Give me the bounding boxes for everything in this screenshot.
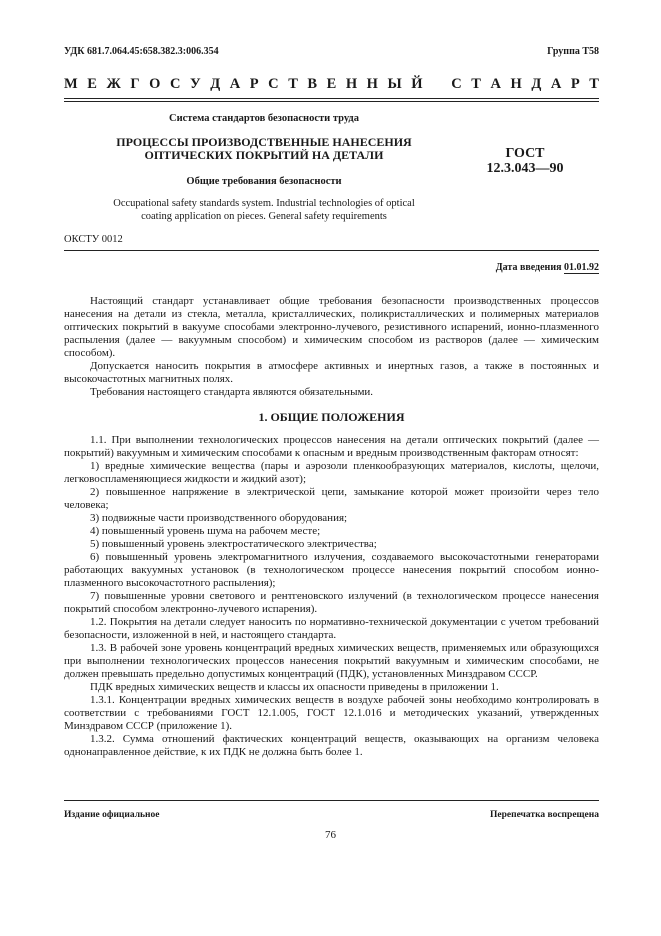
banner-letter: Е xyxy=(326,76,337,92)
banner-letter: Ы xyxy=(387,76,402,92)
banner-letter: У xyxy=(189,76,201,92)
footer-divider xyxy=(64,800,599,801)
banner-letter: О xyxy=(149,76,161,92)
section-paragraph: 6) повышенный уровень электромагнитного излучения, создаваемого высокочастотными генераторами работающих вакуумных установок (в технологическом процессе нанесения покрытий способом ионно-плазменного высокочастотного распыления); xyxy=(64,551,599,589)
banner-letter: Р xyxy=(570,76,580,92)
udk-code: УДК 681.7.064.45:658.382.3:006.354 xyxy=(64,46,219,57)
intro-paragraph: Требования настоящего стандарта являются обязательными. xyxy=(90,386,374,398)
section-paragraph: 7) повышенные уровни светового и рентгеновского излучений (в технологическом процессе нанесения покрытий способом электронно-лучевого испарения). xyxy=(64,590,599,615)
gost-number: 12.3.043—90 xyxy=(486,161,564,176)
document-subtitle: Общие требования безопасности xyxy=(186,176,342,187)
effective-date-label: Дата введения xyxy=(495,262,562,273)
banner-letter: Т xyxy=(471,76,481,92)
section-paragraph: 1.3. В рабочей зоне уровень концентраций вредных химических веществ, применяемых или образующихся при выполнении технологических процессов нанесения покрытий вакуумным и химическим способами, не должен превышать предельно допустимых концентраций (ПДК), установленных Минздравом СССР. xyxy=(64,642,599,680)
banner-letter: Н xyxy=(510,76,522,92)
section-paragraph: 1.2. Покрытия на детали следует наносить по нормативно-технической документации с учетом требований безопасности, изложенной в ней, и настоящего стандарта. xyxy=(64,616,599,641)
section-paragraph: 1.1. При выполнении технологических процессов нанесения на детали оптических покрытий (далее — покрытий) вакуумным и химическим способами к опасным и вредным производственным факторам относят: xyxy=(64,434,599,459)
header-divider-top xyxy=(64,98,599,99)
section-heading: 1. ОБЩИЕ ПОЛОЖЕНИЯ xyxy=(258,410,405,424)
banner-letter: А xyxy=(229,76,241,92)
section-paragraph: 4) повышенный уровень шума на рабочем месте; xyxy=(90,525,321,537)
banner-letter: М xyxy=(64,76,78,92)
title-line-1: ПРОЦЕССЫ ПРОИЗВОДСТВЕННЫЕ НАНЕСЕНИЯ xyxy=(116,135,412,149)
document-title xyxy=(64,136,464,162)
effective-date xyxy=(496,262,599,273)
banner-letter: Г xyxy=(130,76,140,92)
banner-letter: Р xyxy=(249,76,259,92)
page-number: 76 xyxy=(325,829,336,841)
banner-letter: А xyxy=(550,76,562,92)
intro-paragraph: Настоящий стандарт устанавливает общие требования безопасности производственных процессов нанесения на детали из стекла, металла, кристаллических, поликристаллических и полимерных материалов оптических покрытий в вакууме способами электронно-лучевого, резистивного испарений, ионно-плазменного распыления (далее — вакуумным способом) и химическим способом из растворов (далее — химическим способом). xyxy=(64,295,599,359)
banner-letter: А xyxy=(490,76,501,92)
banner-letter: Ж xyxy=(106,76,121,92)
group-code: Группа Т58 xyxy=(547,46,599,57)
section-paragraph: 1.3.2. Сумма отношений фактических концентраций веществ, оказывающих на организм человека однонаправленное действие, к их ПДК не должна быть более 1. xyxy=(64,733,599,758)
footer-reprint-notice: Перепечатка воспрещена xyxy=(489,810,599,820)
title-line-2: ОПТИЧЕСКИХ ПОКРЫТИЙ НА ДЕТАЛИ xyxy=(144,148,384,162)
banner-letter: С xyxy=(451,76,462,92)
gost-designation xyxy=(460,146,590,176)
english-line-2: coating application on pieces. General safety requirements xyxy=(141,211,387,222)
section-paragraph: 1.3.1. Концентрации вредных химических веществ в воздухе рабочей зоны необходимо контролировать в соответствии с требованиями ГОСТ 12.1.005, ГОСТ 12.1.016 и методических указаний, утвержденных Минздравом СССР (приложение 1). xyxy=(64,694,599,732)
section-paragraph: 2) повышенное напряжение в электрической цепи, замыкание которой может произойти через тело человека; xyxy=(64,486,599,511)
section-paragraph: 1) вредные химические вещества (пары и аэрозоли пленкообразующих материалов, кислоты, щелочи, легковоспламеняющиеся жидкости и жидкий азот); xyxy=(64,460,599,485)
standard-banner xyxy=(64,76,599,93)
document-body xyxy=(64,295,599,759)
banner-letter: Т xyxy=(288,76,298,92)
section-paragraph: 3) подвижные части производственного оборудования; xyxy=(90,512,348,524)
section-paragraph: ПДК вредных химических веществ и классы их опасности приведены в приложении 1. xyxy=(90,681,499,693)
effective-date-value: 01.01.92 xyxy=(564,262,599,273)
banner-letter: Т xyxy=(589,76,599,92)
gost-label: ГОСТ xyxy=(505,146,545,161)
english-line-1: Occupational safety standards system. Industrial technologies of optical xyxy=(113,198,415,209)
english-title xyxy=(64,197,464,223)
banner-letter: Й xyxy=(411,76,423,92)
header-divider-bottom xyxy=(64,101,599,102)
banner-letter: В xyxy=(307,76,318,92)
intro-paragraph: Допускается наносить покрытия в атмосфере активных и инертных газов, а также в постоянных и высокочастотных магнитных полях. xyxy=(64,360,599,385)
banner-letter: Н xyxy=(345,76,358,92)
footer-official-edition: Издание официальное xyxy=(64,810,160,820)
banner-letter: Д xyxy=(531,76,542,92)
banner-letter: Е xyxy=(87,76,97,92)
banner-letter: Д xyxy=(210,76,221,92)
banner-letter: Н xyxy=(366,76,378,92)
system-title: Система стандартов безопасности труда xyxy=(169,113,359,124)
section-paragraph: 5) повышенный уровень электростатического электричества; xyxy=(90,538,377,550)
banner-letter: С xyxy=(169,76,181,92)
oksty-code: ОКСТУ 0012 xyxy=(64,234,123,245)
title-divider xyxy=(64,250,599,251)
banner-letter: С xyxy=(268,76,279,92)
